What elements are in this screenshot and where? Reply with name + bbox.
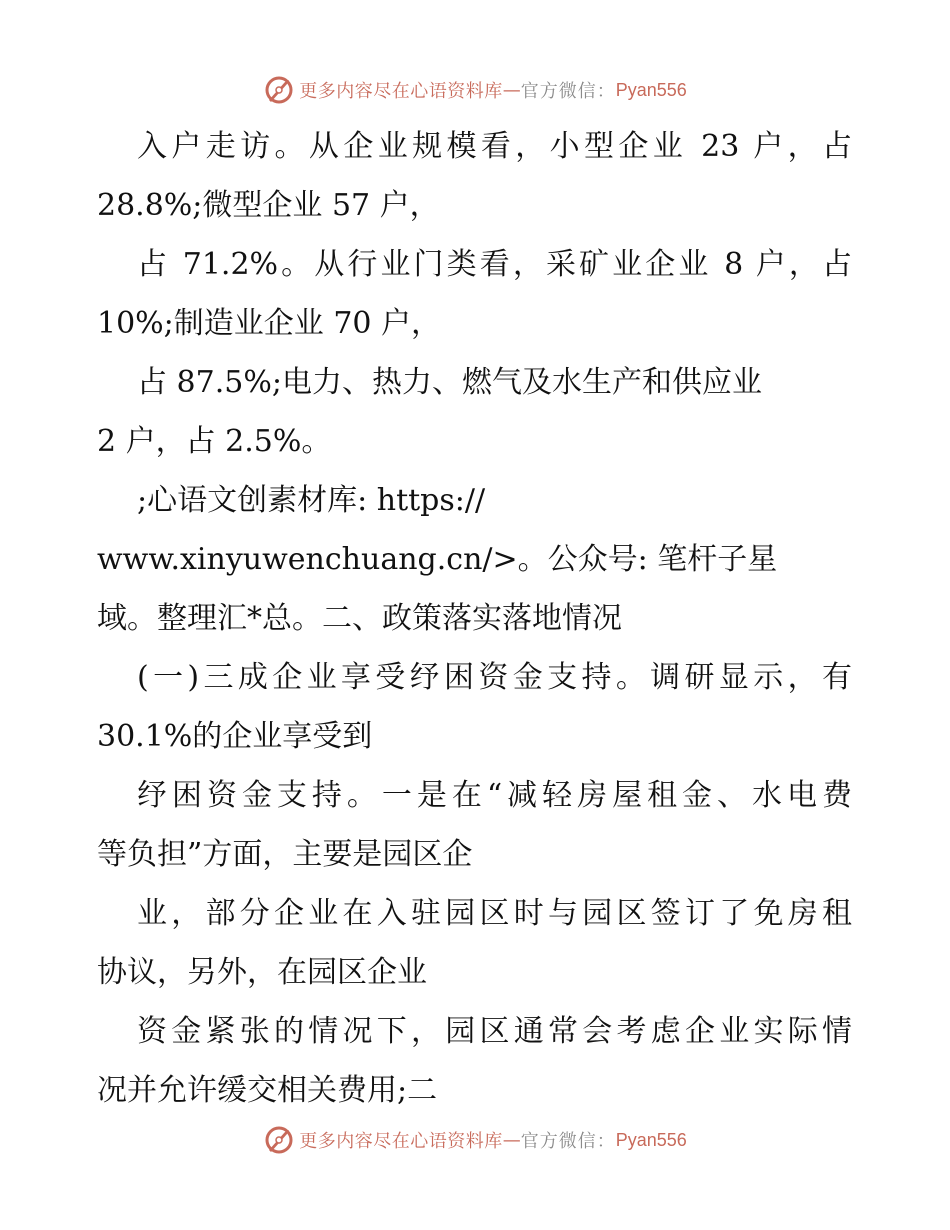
body-line-14: 业，部分企业在入驻园区时与园区签订了免房租 — [137, 896, 852, 931]
body-line-5: 占 87.5%;电力、热力、燃气及水生产和供应业 — [137, 365, 762, 400]
body-line-6: 2 户，占 2.5%。 — [97, 424, 332, 459]
body-line-13: 等负担”方面，主要是园区企 — [97, 837, 473, 872]
body-line-1: 入户走访。从企业规模看，小型企业 23 户，占 — [137, 129, 852, 164]
quill-pen-logo-icon — [263, 74, 295, 106]
wechat-id: Pyan556 — [615, 1129, 687, 1150]
body-line-3: 占 71.2%。从行业门类看，采矿业企业 8 户，占 — [137, 247, 852, 282]
body-line-8: www.xinyuwenchuang.cn/>。公众号: 笔杆子星 — [97, 542, 778, 577]
body-line-7: ;心语文创素材库: https:// — [137, 483, 486, 518]
body-line-15: 协议，另外，在园区企业 — [97, 955, 427, 990]
body-line-4: 10%;制造业企业 70 户， — [97, 306, 442, 341]
wechat-label: 官方微信： — [520, 1131, 616, 1152]
separator-dash: — — [502, 1129, 521, 1151]
promo-text: 更多内容尽在心语资料库 — [299, 1131, 503, 1152]
body-line-12: 纾困资金支持。一是在“减轻房屋租金、水电费 — [137, 778, 852, 813]
wechat-label: 官方微信： — [520, 81, 616, 102]
footer-banner — [0, 1122, 950, 1158]
wechat-id: Pyan556 — [615, 79, 687, 100]
document-body — [97, 117, 852, 1120]
quill-pen-logo-icon — [263, 1124, 295, 1156]
body-line-2: 28.8%;微型企业 57 户， — [97, 188, 440, 223]
body-line-11: 30.1%的企业享受到 — [97, 719, 373, 754]
body-line-17: 况并允许缓交相关费用;二 — [97, 1073, 438, 1108]
promo-text: 更多内容尽在心语资料库 — [299, 81, 503, 102]
body-line-9: 域。整理汇*总。二、政策落实落地情况 — [97, 601, 622, 636]
separator-dash: — — [502, 79, 521, 101]
body-line-10: (一)三成企业享受纾困资金支持。调研显示，有 — [137, 660, 852, 695]
header-banner — [0, 72, 950, 108]
body-line-16: 资金紧张的情况下，园区通常会考虑企业实际情 — [137, 1014, 852, 1049]
